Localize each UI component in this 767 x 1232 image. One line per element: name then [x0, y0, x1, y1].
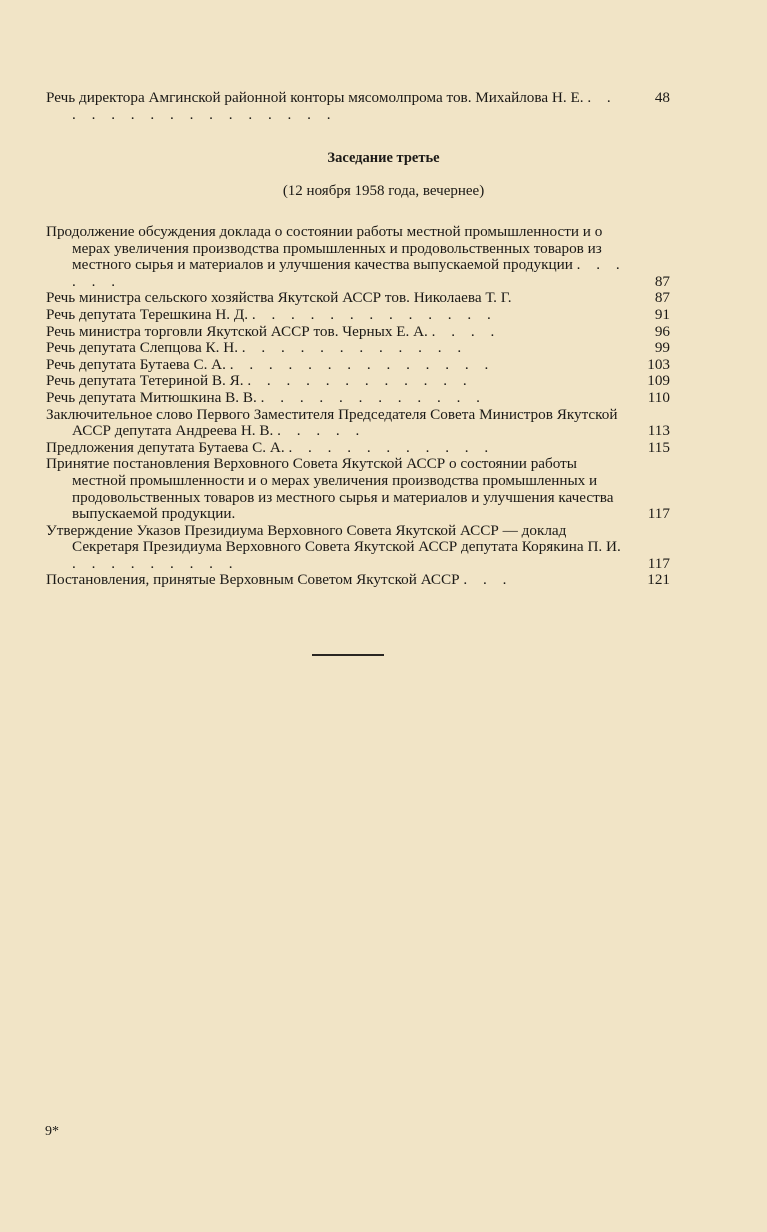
toc-entry-text: Предложения депутата Бутаева С. А. — [46, 438, 285, 456]
leader-dots: . . . . . . . . . . . . . — [251, 305, 497, 323]
leader-dots: . . . . . . . . . . . . . . . . — [72, 89, 617, 123]
toc-entry — [46, 340, 670, 357]
toc-page-number: 103 — [647, 355, 670, 373]
toc-page-number: 87 — [654, 289, 670, 307]
toc-list — [46, 224, 670, 589]
toc-entry-text: Речь депутата Митюшкина В. В. — [46, 388, 257, 406]
section-title: Заседание третье — [327, 150, 440, 166]
toc-entry-text: Речь директора Амгинской районной конторы мясомолпрома тов. Михайлова Н. Е. — [46, 89, 584, 106]
toc-page-number: 115 — [647, 438, 670, 456]
toc-entry-text: Речь министра торговли Якутской АССР тов. Черных Е. А. — [46, 322, 428, 340]
toc-page-number: 117 — [647, 554, 670, 572]
toc-top-entry — [46, 90, 670, 123]
toc-entry-text: Постановления, принятые Верховным Советом Якутской АССР — [46, 571, 460, 589]
toc-entry — [46, 456, 670, 522]
toc-page-number: 99 — [654, 339, 670, 357]
toc-entry-text: Речь депутата Тетериной В. Я. — [46, 372, 244, 390]
leader-dots: . . . . . . . . . . . . — [247, 372, 473, 390]
toc-entry-text: Речь депутата Слепцова К. Н. — [46, 339, 238, 357]
section-divider — [312, 654, 384, 656]
toc-entry-text: Утверждение Указов Президиума Верховного Совета Якутской АССР — доклад Секретаря Президиума Верховного Совета Якутской АССР депутата Корякина П. И. — [46, 521, 621, 556]
toc-entry — [46, 523, 670, 573]
toc-page-number: 110 — [647, 388, 670, 406]
toc-entry — [46, 357, 670, 374]
toc-entry — [46, 290, 670, 307]
toc-entry-text: Заключительное слово Первого Заместителя Председателя Совета Министров Якутской АССР депутата Андреева Н. В. — [46, 405, 618, 440]
toc-page-number: 91 — [654, 305, 670, 323]
toc-entry — [46, 224, 670, 290]
leader-dots: . . . . . . . . . . . . — [241, 339, 468, 357]
leader-dots: . . . . . . . . . . . — [288, 438, 495, 456]
leader-dots: . . . — [463, 571, 513, 589]
toc-page-number: 87 — [654, 272, 670, 290]
toc-entry-text: Продолжение обсуждения доклада о состоянии работы местной промышленности и о мерах увеличения производства промышленных и продовольственных товаров из местного сырья и материалов и улучшения качества выпускаемой продукции — [46, 223, 603, 274]
section-date: (12 ноября 1958 года, вечернее) — [282, 183, 485, 199]
toc-page-number: 109 — [647, 372, 670, 390]
toc-page-number: 113 — [647, 422, 670, 440]
toc-entry — [46, 440, 670, 457]
leader-dots: . . . . . — [277, 422, 366, 440]
leader-dots: . . . . . . . . . . . . . . — [229, 355, 495, 373]
printer-signature-mark: 9* — [45, 1124, 59, 1139]
leader-dots: . . . . — [431, 322, 501, 340]
toc-entry — [46, 373, 670, 390]
leader-dots: . . . . . . — [72, 256, 626, 290]
toc-entry — [46, 324, 670, 341]
toc-entry-text: Речь министра сельского хозяйства Якутской АССР тов. Николаева Т. Г. — [46, 289, 512, 307]
toc-entry — [46, 407, 670, 440]
leader-dots: . . . . . . . . . — [72, 554, 239, 572]
toc-entry — [46, 390, 670, 407]
toc-entry-text: Речь депутата Бутаева С. А. — [46, 355, 226, 373]
toc-page-number: 117 — [647, 505, 670, 523]
toc-page-number: 96 — [654, 322, 670, 340]
toc-entry — [46, 90, 670, 123]
toc-entry-text: Речь депутата Терешкина Н. Д. — [46, 305, 249, 323]
toc-entry-text: Принятие постановления Верховного Совета Якутской АССР о состоянии работы местной промышленности и о мерах увеличения производства промышленных и продовольственных товаров из местного сырья и материалов и улучшения качества выпускаемой продукции. — [46, 455, 614, 523]
toc-page-number: 121 — [647, 571, 670, 589]
leader-dots: . . . . . . . . . . . . — [260, 388, 486, 406]
toc-entry — [46, 572, 670, 589]
toc-page-number: 48 — [654, 89, 670, 106]
toc-entry — [46, 307, 670, 324]
